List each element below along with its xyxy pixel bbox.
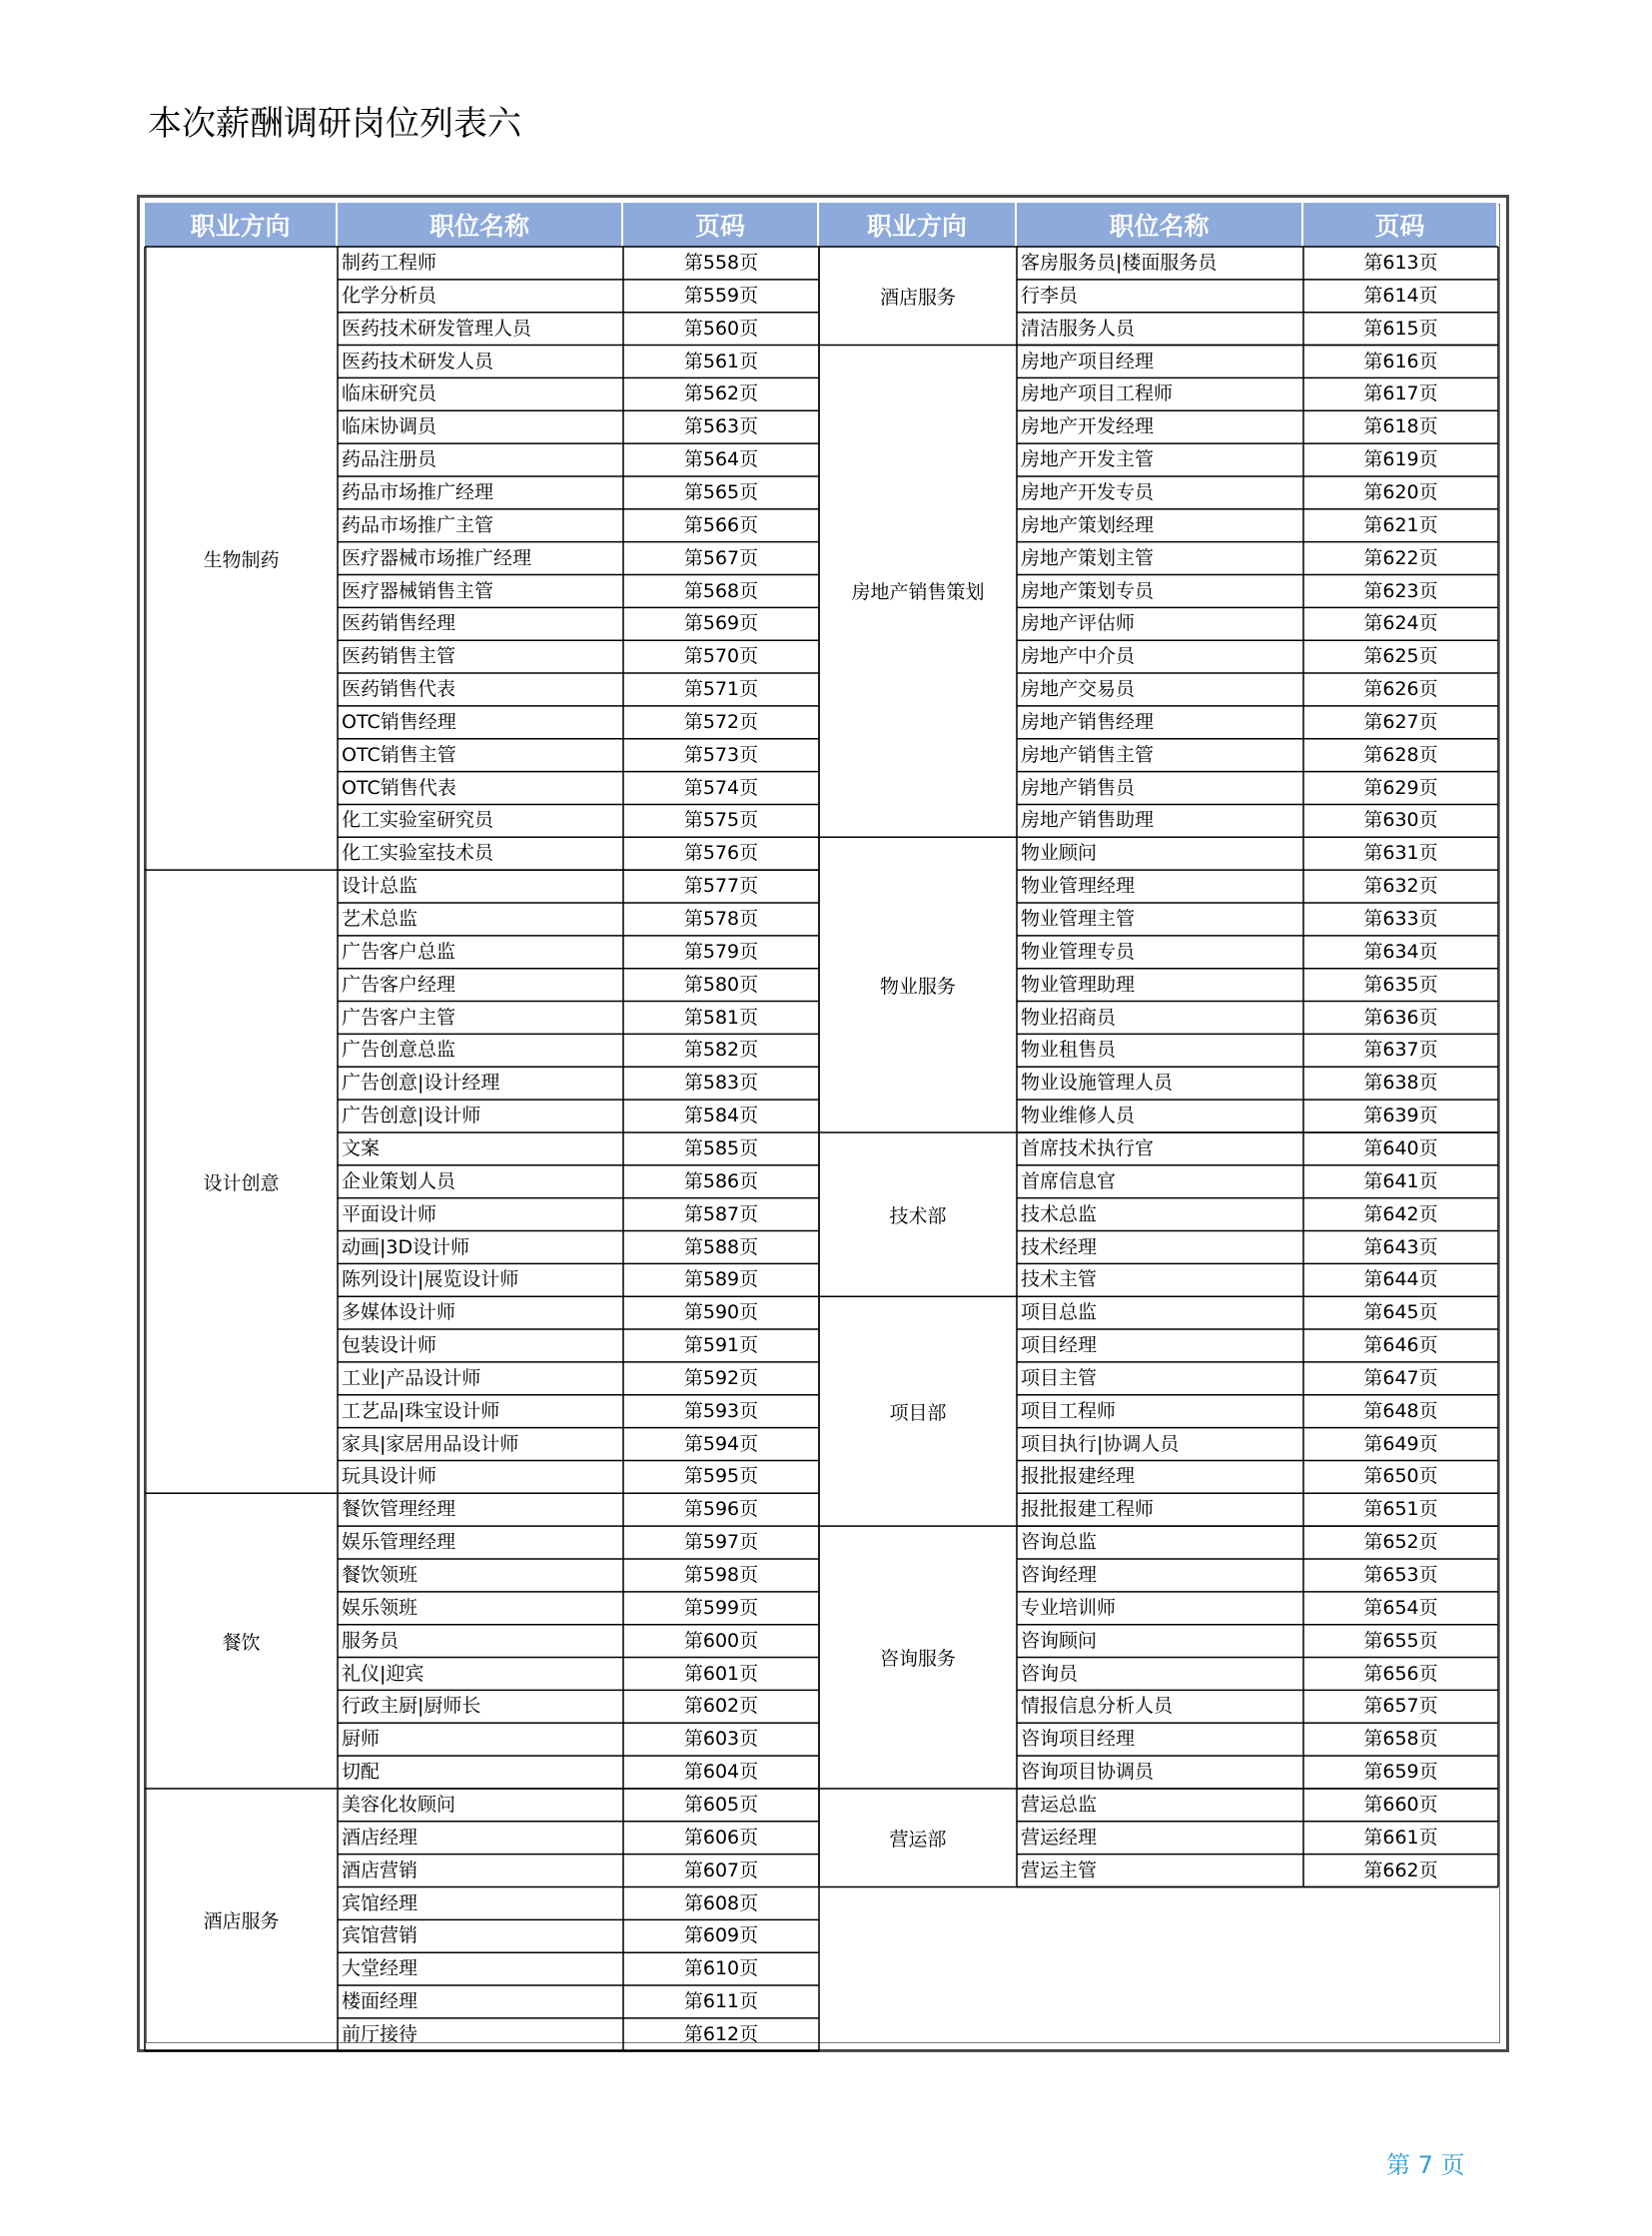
page-ref-cell: 第584页 [683,1105,759,1127]
page-ref-cell: 第661页 [1363,1826,1438,1849]
page-ref-cell: 第574页 [683,776,759,799]
job-title-cell: OTC销售代表 [342,776,456,799]
job-title-cell: 宾馆营销 [342,1924,418,1947]
job-title-cell: 工艺品|珠宝设计师 [342,1399,500,1422]
page-ref-cell: 第660页 [1363,1793,1438,1816]
job-title-cell: 临床协调员 [342,415,437,438]
page-ref-cell: 第596页 [683,1498,759,1521]
job-title-cell: 艺术总监 [342,908,418,930]
job-title-cell: 工业|产品设计师 [342,1366,481,1389]
job-title-cell: 医药销售经理 [342,612,456,635]
job-title-cell: 平面设计师 [342,1202,437,1225]
page-ref-cell: 第570页 [683,645,759,668]
page-ref-cell: 第600页 [683,1629,759,1652]
page-ref-cell: 第637页 [1363,1039,1438,1062]
job-title-cell: 房地产策划主管 [1021,546,1155,569]
job-title-cell: 情报信息分析人员 [1021,1695,1174,1718]
job-title-cell: 医药销售主管 [342,645,456,668]
page-ref-cell: 第593页 [683,1399,759,1422]
job-title-cell: 家具|家居用品设计师 [342,1432,519,1455]
page-ref-cell: 第617页 [1363,382,1438,405]
job-title-cell: 咨询项目协调员 [1021,1761,1155,1784]
page-ref-cell: 第618页 [1363,415,1438,438]
page-ref-cell: 第569页 [683,612,759,635]
page-ref-cell: 第649页 [1363,1432,1438,1455]
job-title-cell: 专业培训师 [1021,1596,1117,1619]
header-job-title: 职位名称 [1017,203,1303,247]
job-title-cell: 技术经理 [1021,1235,1098,1258]
page-ref-cell: 第591页 [683,1334,759,1357]
page-ref-cell: 第612页 [683,2022,759,2045]
page-ref-cell: 第633页 [1363,908,1438,930]
job-title-cell: 物业招商员 [1021,1006,1117,1029]
page-ref-cell: 第597页 [683,1531,759,1554]
page-ref-cell: 第616页 [1363,350,1438,373]
page-ref-cell: 第590页 [683,1301,759,1324]
page-number: 第 7 页 [1386,2151,1465,2179]
job-title-cell: 物业维修人员 [1021,1105,1136,1127]
job-title-cell: 房地产项目经理 [1021,350,1155,373]
job-title-cell: 化工实验室研究员 [342,809,494,832]
page-ref-cell: 第614页 [1363,284,1438,307]
page-ref-cell: 第626页 [1363,678,1438,701]
page-ref-cell: 第563页 [683,415,759,438]
job-title-cell: 娱乐管理经理 [342,1531,456,1554]
category-cell: 设计创意 [203,1171,280,1194]
job-title-cell: 楼面经理 [342,1990,418,2013]
page-ref-cell: 第621页 [1363,513,1438,536]
page-ref-cell: 第640页 [1363,1136,1438,1159]
header-job-title: 职位名称 [338,203,623,247]
job-title-cell: 项目经理 [1021,1334,1098,1357]
job-title-cell: 广告创意|设计师 [342,1105,481,1127]
page-ref-cell: 第610页 [683,1957,759,1980]
page-ref-cell: 第648页 [1363,1399,1438,1422]
job-title-cell: 报批报建工程师 [1021,1498,1155,1521]
job-title-cell: 物业管理专员 [1021,940,1136,963]
job-title-cell: 动画|3D设计师 [342,1235,470,1258]
job-title-cell: 物业管理助理 [1021,973,1136,996]
page-ref-cell: 第567页 [683,546,759,569]
job-title-cell: 咨询经理 [1021,1564,1098,1586]
job-title-cell: 前厅接待 [342,2022,418,2045]
job-title-cell: 广告客户经理 [342,973,456,996]
job-title-cell: 物业顾问 [1021,842,1098,865]
page-ref-cell: 第571页 [683,678,759,701]
page-ref-cell: 第654页 [1363,1596,1438,1619]
page-ref-cell: 第579页 [683,940,759,963]
category-cell: 物业服务 [879,975,956,998]
job-title-cell: 餐饮领班 [342,1564,418,1586]
page-ref-cell: 第615页 [1363,317,1438,340]
job-title-cell: 房地产评估师 [1021,612,1136,635]
job-title-cell: 物业租售员 [1021,1039,1117,1062]
page-ref-cell: 第638页 [1363,1072,1438,1095]
page-ref-cell: 第627页 [1363,710,1438,733]
job-title-cell: 房地产开发主管 [1021,448,1155,471]
job-title-cell: 设计总监 [342,875,418,898]
job-title-cell: 大堂经理 [342,1957,418,1980]
page-ref-cell: 第659页 [1363,1761,1438,1784]
page-ref-cell: 第565页 [683,480,759,503]
job-title-cell: 房地产销售主管 [1021,743,1155,766]
page-ref-cell: 第645页 [1363,1301,1438,1324]
job-title-cell: 制药工程师 [342,252,437,274]
job-title-cell: 物业管理经理 [1021,875,1136,898]
category-cell: 生物制药 [203,548,280,571]
category-cell: 营运部 [889,1828,947,1851]
job-title-cell: 医药技术研发管理人员 [342,317,532,340]
header-page: 页码 [623,203,819,247]
job-title-cell: 药品注册员 [342,448,437,471]
page-ref-cell: 第629页 [1363,776,1438,799]
page-ref-cell: 第589页 [683,1268,759,1291]
page-ref-cell: 第656页 [1363,1662,1438,1685]
job-title-cell: 技术总监 [1021,1202,1098,1225]
page-ref-cell: 第653页 [1363,1564,1438,1586]
page-ref-cell: 第576页 [683,842,759,865]
job-title-cell: 房地产销售员 [1021,776,1136,799]
page-ref-cell: 第611页 [683,1990,759,2013]
page-ref-cell: 第657页 [1363,1695,1438,1718]
page-ref-cell: 第578页 [683,908,759,930]
page-ref-cell: 第583页 [683,1072,759,1095]
job-title-cell: 酒店经理 [342,1826,418,1849]
page-ref-cell: 第635页 [1363,973,1438,996]
job-title-cell: 化学分析员 [342,284,437,307]
job-title-cell: 多媒体设计师 [342,1301,456,1324]
job-title-cell: 行李员 [1021,284,1079,307]
job-title-cell: 礼仪|迎宾 [342,1662,424,1685]
page-ref-cell: 第604页 [683,1761,759,1784]
job-title-cell: 咨询顾问 [1021,1629,1098,1652]
category-cell: 咨询服务 [879,1648,956,1671]
page-ref-cell: 第647页 [1363,1366,1438,1389]
page-ref-cell: 第658页 [1363,1728,1438,1751]
page-ref-cell: 第662页 [1363,1859,1438,1881]
page-ref-cell: 第577页 [683,875,759,898]
page-ref-cell: 第642页 [1363,1202,1438,1225]
page-ref-cell: 第588页 [683,1235,759,1258]
page-ref-cell: 第603页 [683,1728,759,1751]
page-ref-cell: 第558页 [683,252,759,274]
page-ref-cell: 第636页 [1363,1006,1438,1029]
page-ref-cell: 第607页 [683,1859,759,1881]
job-title-cell: 医疗器械销售主管 [342,579,494,602]
page-ref-cell: 第605页 [683,1793,759,1816]
category-cell: 项目部 [889,1401,947,1424]
job-title-cell: 广告客户主管 [342,1006,456,1029]
page-ref-cell: 第632页 [1363,875,1438,898]
page-ref-cell: 第613页 [1363,252,1438,274]
job-title-cell: 医疗器械市场推广经理 [342,546,532,569]
job-title-cell: 咨询项目经理 [1021,1728,1136,1751]
job-title-cell: 临床研究员 [342,382,437,405]
job-title-cell: 项目执行|协调人员 [1021,1432,1180,1455]
job-title-cell: 行政主厨|厨师长 [342,1695,481,1718]
page-ref-cell: 第566页 [683,513,759,536]
page-ref-cell: 第625页 [1363,645,1438,668]
job-title-cell: 房地产策划经理 [1021,513,1155,536]
page-ref-cell: 第630页 [1363,809,1438,832]
page-ref-cell: 第620页 [1363,480,1438,503]
header-career-direction: 职业方向 [819,203,1017,247]
page-ref-cell: 第644页 [1363,1268,1438,1291]
job-title-cell: 房地产开发经理 [1021,415,1155,438]
page-ref-cell: 第609页 [683,1924,759,1947]
page-ref-cell: 第586页 [683,1169,759,1192]
job-title-cell: 广告创意总监 [342,1039,456,1062]
page-ref-cell: 第560页 [683,317,759,340]
page-ref-cell: 第655页 [1363,1629,1438,1652]
category-cell: 酒店服务 [879,286,956,309]
page-title: 本次薪酬调研岗位列表六 [148,104,521,144]
job-title-cell: 房地产销售助理 [1021,809,1155,832]
page-ref-cell: 第599页 [683,1596,759,1619]
page-ref-cell: 第601页 [683,1662,759,1685]
job-title-cell: 物业管理主管 [1021,908,1136,930]
job-title-cell: 医药技术研发人员 [342,350,494,373]
page-ref-cell: 第622页 [1363,546,1438,569]
job-title-cell: 企业策划人员 [342,1169,456,1192]
job-title-cell: 宾馆经理 [342,1891,418,1914]
job-title-cell: 陈列设计|展览设计师 [342,1268,519,1291]
job-title-cell: 厨师 [342,1728,381,1751]
page-ref-cell: 第643页 [1363,1235,1438,1258]
page-ref-cell: 第628页 [1363,743,1438,766]
page-ref-cell: 第568页 [683,579,759,602]
job-title-cell: 营运经理 [1021,1826,1098,1849]
page-ref-cell: 第575页 [683,809,759,832]
page-ref-cell: 第619页 [1363,448,1438,471]
job-title-cell: 营运主管 [1021,1859,1098,1881]
page-ref-cell: 第573页 [683,743,759,766]
job-title-cell: 项目主管 [1021,1366,1098,1389]
job-title-cell: 娱乐领班 [342,1596,418,1619]
page-ref-cell: 第652页 [1363,1531,1438,1554]
page-ref-cell: 第594页 [683,1432,759,1455]
job-title-cell: 项目总监 [1021,1301,1098,1324]
page-ref-cell: 第606页 [683,1826,759,1849]
category-cell: 酒店服务 [203,1909,280,1932]
page-ref-cell: 第602页 [683,1695,759,1718]
job-title-cell: 房地产开发专员 [1021,480,1155,503]
page-ref-cell: 第650页 [1363,1465,1438,1488]
job-title-cell: 餐饮管理经理 [342,1498,456,1521]
header-page: 页码 [1303,203,1498,247]
page-ref-cell: 第582页 [683,1039,759,1062]
page-ref-cell: 第595页 [683,1465,759,1488]
job-title-cell: 营运总监 [1021,1793,1098,1816]
job-title-cell: 项目工程师 [1021,1399,1117,1422]
page-ref-cell: 第646页 [1363,1334,1438,1357]
job-title-cell: 美容化妆顾问 [342,1793,456,1816]
page-ref-cell: 第585页 [683,1136,759,1159]
page-ref-cell: 第559页 [683,284,759,307]
page-ref-cell: 第623页 [1363,579,1438,602]
job-title-cell: 报批报建经理 [1021,1465,1136,1488]
page-ref-cell: 第592页 [683,1366,759,1389]
page-ref-cell: 第581页 [683,1006,759,1029]
category-cell: 技术部 [889,1204,947,1227]
job-title-cell: OTC销售经理 [342,710,456,733]
job-title-cell: 切配 [342,1761,381,1784]
job-title-cell: 房地产项目工程师 [1021,382,1174,405]
job-title-cell: 咨询员 [1021,1662,1079,1685]
job-title-cell: 医药销售代表 [342,678,456,701]
page-ref-cell: 第641页 [1363,1169,1438,1192]
page-ref-cell: 第580页 [683,973,759,996]
job-title-cell: 酒店营销 [342,1859,418,1881]
job-title-cell: 房地产销售经理 [1021,710,1155,733]
page-ref-cell: 第651页 [1363,1498,1438,1521]
job-title-cell: 客房服务员|楼面服务员 [1021,252,1218,274]
page-ref-cell: 第564页 [683,448,759,471]
page-ref-cell: 第631页 [1363,842,1438,865]
header-career-direction: 职业方向 [145,203,338,247]
page-ref-cell: 第572页 [683,710,759,733]
page-ref-cell: 第562页 [683,382,759,405]
job-title-cell: 服务员 [342,1629,400,1652]
job-title-cell: 清洁服务人员 [1021,317,1136,340]
job-title-cell: 广告创意|设计经理 [342,1072,500,1095]
job-title-cell: 药品市场推广主管 [342,513,494,536]
job-title-cell: 玩具设计师 [342,1465,437,1488]
job-title-cell: 包装设计师 [342,1334,437,1357]
page-ref-cell: 第634页 [1363,940,1438,963]
job-title-cell: 首席信息官 [1021,1169,1117,1192]
category-cell: 房地产销售策划 [851,581,985,604]
job-title-cell: 咨询总监 [1021,1531,1098,1554]
job-title-cell: OTC销售主管 [342,743,456,766]
category-cell: 餐饮 [222,1631,261,1654]
page-ref-cell: 第587页 [683,1202,759,1225]
job-title-cell: 房地产中介员 [1021,645,1136,668]
job-title-cell: 广告客户总监 [342,940,456,963]
page-ref-cell: 第561页 [683,350,759,373]
page-ref-cell: 第608页 [683,1891,759,1914]
job-title-cell: 首席技术执行官 [1021,1136,1155,1159]
job-title-cell: 物业设施管理人员 [1021,1072,1174,1095]
job-title-cell: 技术主管 [1021,1268,1098,1291]
page-ref-cell: 第624页 [1363,612,1438,635]
job-title-cell: 文案 [342,1136,381,1159]
job-title-cell: 房地产策划专员 [1021,579,1155,602]
page-ref-cell: 第639页 [1363,1105,1438,1127]
page-ref-cell: 第598页 [683,1564,759,1586]
job-title-cell: 房地产交易员 [1021,678,1136,701]
job-title-cell: 化工实验室技术员 [342,842,494,865]
job-title-cell: 药品市场推广经理 [342,480,494,503]
